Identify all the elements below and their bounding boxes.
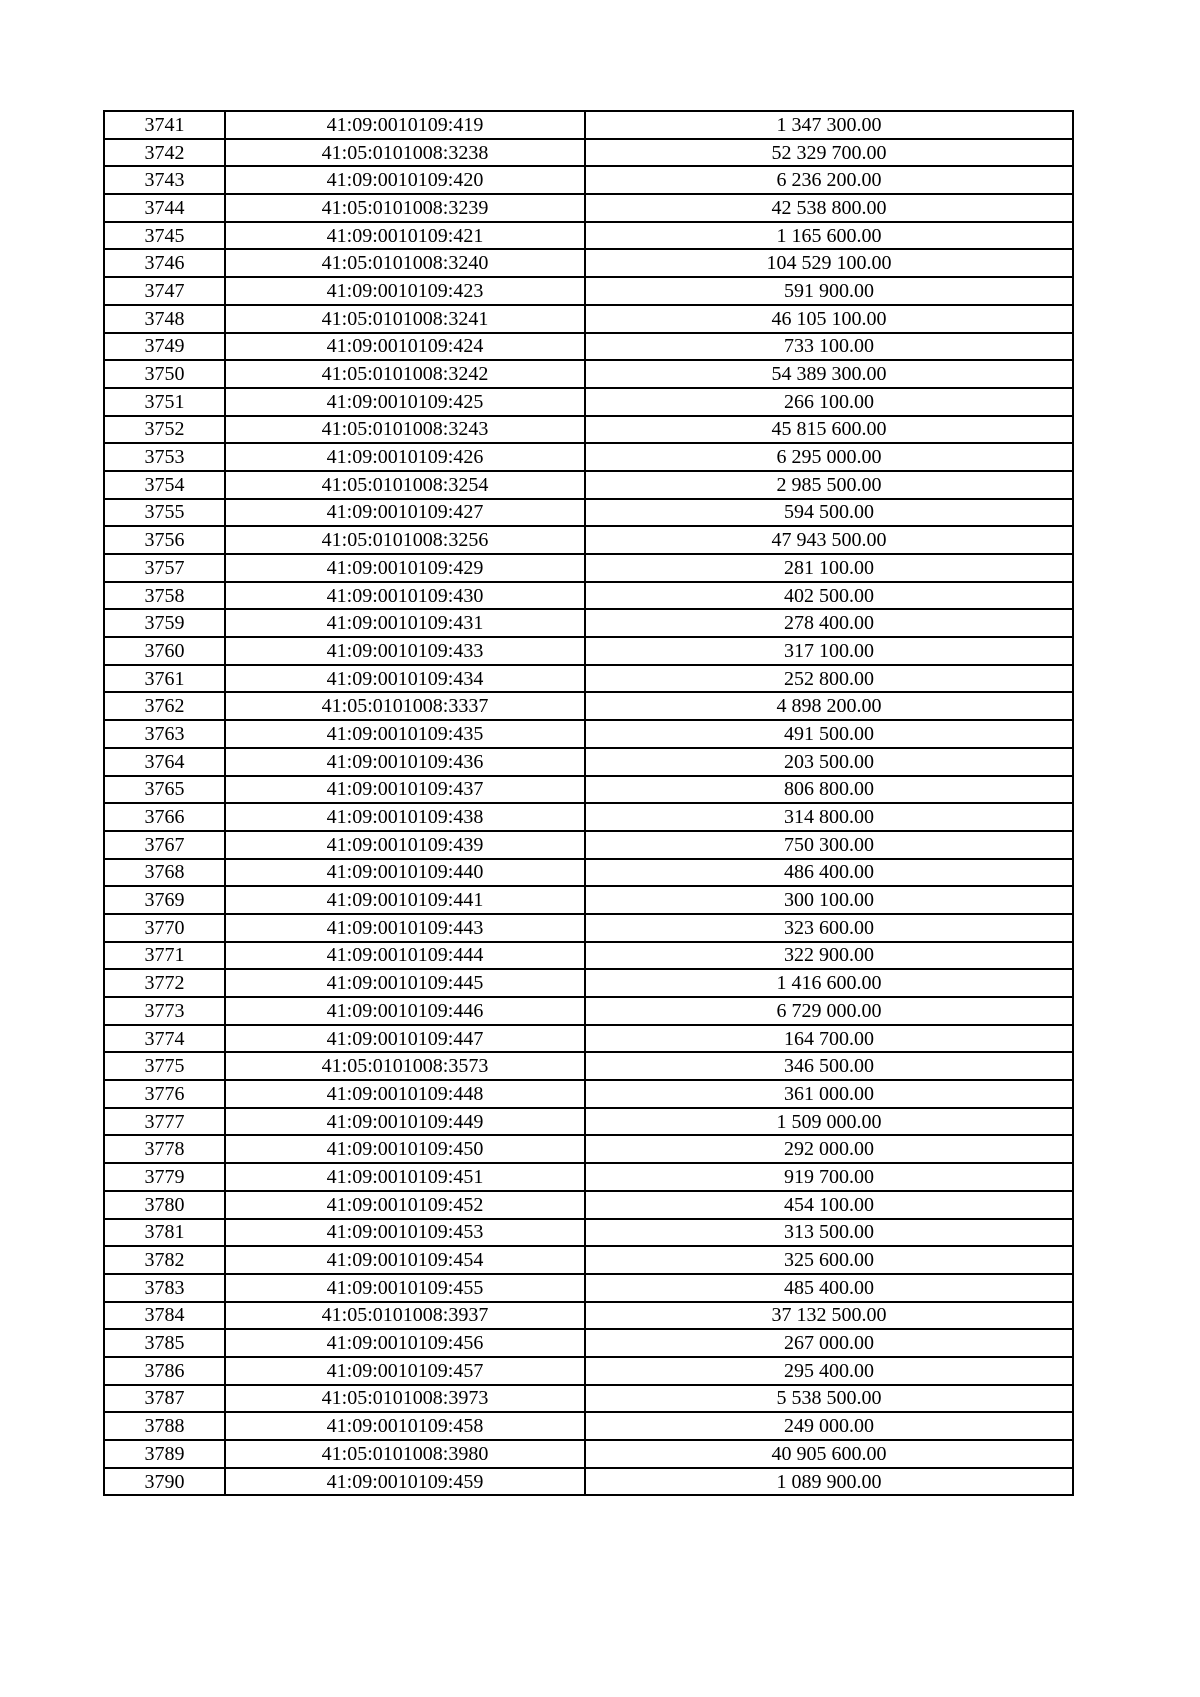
row-number-cell: 3774 [104,1025,225,1053]
cadastral-number-cell: 41:09:0010109:439 [225,831,585,859]
table-row [104,776,1073,804]
table-row [104,333,1073,361]
row-number-cell: 3763 [104,720,225,748]
cadastral-value-cell: 323 600.00 [585,914,1073,942]
table-body [104,111,1073,1495]
cadastral-number-cell: 41:09:0010109:440 [225,859,585,887]
row-number-cell: 3743 [104,166,225,194]
row-number-cell: 3747 [104,277,225,305]
cadastral-number-cell: 41:09:0010109:454 [225,1246,585,1274]
table-row [104,1191,1073,1219]
row-number-cell: 3771 [104,942,225,970]
row-number-cell: 3754 [104,471,225,499]
table-row [104,1246,1073,1274]
cadastral-number-cell: 41:05:0101008:3973 [225,1385,585,1413]
table-row [104,1163,1073,1191]
table-row [104,1468,1073,1496]
cadastral-number-cell: 41:09:0010109:445 [225,969,585,997]
cadastral-value-cell: 249 000.00 [585,1412,1073,1440]
row-number-cell: 3759 [104,609,225,637]
row-number-cell: 3750 [104,360,225,388]
cadastral-value-cell: 1 347 300.00 [585,111,1073,139]
cadastral-value-cell: 486 400.00 [585,859,1073,887]
row-number-cell: 3748 [104,305,225,333]
cadastral-number-cell: 41:05:0101008:3242 [225,360,585,388]
row-number-cell: 3775 [104,1052,225,1080]
row-number-cell: 3742 [104,139,225,167]
row-number-cell: 3745 [104,222,225,250]
row-number-cell: 3762 [104,692,225,720]
cadastral-number-cell: 41:05:0101008:3254 [225,471,585,499]
cadastral-number-cell: 41:09:0010109:443 [225,914,585,942]
cadastral-value-cell: 1 509 000.00 [585,1108,1073,1136]
table-row [104,1357,1073,1385]
cadastral-number-cell: 41:09:0010109:424 [225,333,585,361]
row-number-cell: 3761 [104,665,225,693]
row-number-cell: 3788 [104,1412,225,1440]
table-row [104,859,1073,887]
row-number-cell: 3780 [104,1191,225,1219]
table-row [104,665,1073,693]
table-row [104,1385,1073,1413]
table-row [104,748,1073,776]
cadastral-value-cell: 322 900.00 [585,942,1073,970]
cadastral-value-cell: 346 500.00 [585,1052,1073,1080]
cadastral-number-cell: 41:09:0010109:420 [225,166,585,194]
row-number-cell: 3760 [104,637,225,665]
table-row [104,554,1073,582]
row-number-cell: 3785 [104,1329,225,1357]
cadastral-value-cell: 164 700.00 [585,1025,1073,1053]
table-row [104,1274,1073,1302]
cadastral-value-cell: 325 600.00 [585,1246,1073,1274]
cadastral-number-cell: 41:09:0010109:421 [225,222,585,250]
cadastral-value-cell: 1 416 600.00 [585,969,1073,997]
cadastral-number-cell: 41:05:0101008:3240 [225,249,585,277]
cadastral-value-cell: 42 538 800.00 [585,194,1073,222]
table-row [104,1052,1073,1080]
cadastral-value-cell: 40 905 600.00 [585,1440,1073,1468]
table-row [104,249,1073,277]
table-row [104,305,1073,333]
cadastral-number-cell: 41:09:0010109:425 [225,388,585,416]
cadastral-number-cell: 41:09:0010109:427 [225,499,585,527]
cadastral-number-cell: 41:09:0010109:456 [225,1329,585,1357]
row-number-cell: 3781 [104,1219,225,1247]
row-number-cell: 3758 [104,582,225,610]
cadastral-number-cell: 41:05:0101008:3256 [225,526,585,554]
cadastral-value-cell: 37 132 500.00 [585,1302,1073,1330]
table-row [104,388,1073,416]
row-number-cell: 3752 [104,416,225,444]
table-row [104,609,1073,637]
cadastral-number-cell: 41:05:0101008:3937 [225,1302,585,1330]
table-row [104,1329,1073,1357]
cadastral-value-cell: 267 000.00 [585,1329,1073,1357]
cadastral-number-cell: 41:05:0101008:3980 [225,1440,585,1468]
cadastral-value-cell: 591 900.00 [585,277,1073,305]
table-row [104,720,1073,748]
table-row [104,1302,1073,1330]
cadastral-value-cell: 314 800.00 [585,803,1073,831]
table-row [104,942,1073,970]
cadastral-number-cell: 41:09:0010109:452 [225,1191,585,1219]
cadastral-number-cell: 41:09:0010109:444 [225,942,585,970]
table-row [104,222,1073,250]
cadastral-number-cell: 41:09:0010109:441 [225,886,585,914]
cadastral-value-cell: 1 165 600.00 [585,222,1073,250]
cadastral-number-cell: 41:09:0010109:438 [225,803,585,831]
table-row [104,582,1073,610]
cadastral-value-cell: 317 100.00 [585,637,1073,665]
cadastral-number-cell: 41:05:0101008:3238 [225,139,585,167]
cadastral-value-cell: 47 943 500.00 [585,526,1073,554]
cadastral-number-cell: 41:09:0010109:419 [225,111,585,139]
cadastral-number-cell: 41:09:0010109:433 [225,637,585,665]
table-row [104,1080,1073,1108]
cadastral-value-cell: 45 815 600.00 [585,416,1073,444]
table-row [104,997,1073,1025]
cadastral-value-table [103,110,1074,1496]
cadastral-value-cell: 46 105 100.00 [585,305,1073,333]
row-number-cell: 3770 [104,914,225,942]
cadastral-value-cell: 750 300.00 [585,831,1073,859]
table-row [104,692,1073,720]
cadastral-number-cell: 41:09:0010109:434 [225,665,585,693]
row-number-cell: 3776 [104,1080,225,1108]
table-row [104,166,1073,194]
row-number-cell: 3749 [104,333,225,361]
cadastral-number-cell: 41:09:0010109:436 [225,748,585,776]
cadastral-value-cell: 491 500.00 [585,720,1073,748]
cadastral-number-cell: 41:09:0010109:451 [225,1163,585,1191]
row-number-cell: 3744 [104,194,225,222]
row-number-cell: 3782 [104,1246,225,1274]
table-row [104,139,1073,167]
row-number-cell: 3789 [104,1440,225,1468]
cadastral-value-cell: 266 100.00 [585,388,1073,416]
row-number-cell: 3783 [104,1274,225,1302]
row-number-cell: 3772 [104,969,225,997]
row-number-cell: 3765 [104,776,225,804]
row-number-cell: 3741 [104,111,225,139]
cadastral-number-cell: 41:05:0101008:3243 [225,416,585,444]
table-row [104,360,1073,388]
table-row [104,886,1073,914]
cadastral-value-cell: 6 295 000.00 [585,443,1073,471]
cadastral-number-cell: 41:05:0101008:3573 [225,1052,585,1080]
cadastral-number-cell: 41:09:0010109:458 [225,1412,585,1440]
row-number-cell: 3777 [104,1108,225,1136]
cadastral-number-cell: 41:09:0010109:426 [225,443,585,471]
table-row [104,277,1073,305]
table-row [104,416,1073,444]
cadastral-number-cell: 41:09:0010109:447 [225,1025,585,1053]
cadastral-value-cell: 806 800.00 [585,776,1073,804]
cadastral-value-cell: 485 400.00 [585,1274,1073,1302]
row-number-cell: 3784 [104,1302,225,1330]
cadastral-number-cell: 41:09:0010109:430 [225,582,585,610]
row-number-cell: 3756 [104,526,225,554]
table-row [104,803,1073,831]
table-row [104,637,1073,665]
row-number-cell: 3787 [104,1385,225,1413]
row-number-cell: 3746 [104,249,225,277]
cadastral-value-cell: 594 500.00 [585,499,1073,527]
cadastral-value-cell: 919 700.00 [585,1163,1073,1191]
table-row [104,914,1073,942]
row-number-cell: 3773 [104,997,225,1025]
cadastral-value-cell: 313 500.00 [585,1219,1073,1247]
row-number-cell: 3751 [104,388,225,416]
row-number-cell: 3755 [104,499,225,527]
table-row [104,1219,1073,1247]
table-row [104,1135,1073,1163]
cadastral-number-cell: 41:09:0010109:435 [225,720,585,748]
row-number-cell: 3766 [104,803,225,831]
cadastral-value-cell: 281 100.00 [585,554,1073,582]
cadastral-value-cell: 54 389 300.00 [585,360,1073,388]
table-row [104,1025,1073,1053]
row-number-cell: 3790 [104,1468,225,1496]
cadastral-value-cell: 5 538 500.00 [585,1385,1073,1413]
cadastral-number-cell: 41:09:0010109:446 [225,997,585,1025]
cadastral-number-cell: 41:05:0101008:3239 [225,194,585,222]
row-number-cell: 3769 [104,886,225,914]
cadastral-number-cell: 41:09:0010109:448 [225,1080,585,1108]
row-number-cell: 3764 [104,748,225,776]
cadastral-number-cell: 41:09:0010109:450 [225,1135,585,1163]
cadastral-value-cell: 6 236 200.00 [585,166,1073,194]
row-number-cell: 3768 [104,859,225,887]
table-row [104,1440,1073,1468]
cadastral-number-cell: 41:09:0010109:429 [225,554,585,582]
cadastral-value-cell: 1 089 900.00 [585,1468,1073,1496]
cadastral-number-cell: 41:09:0010109:455 [225,1274,585,1302]
cadastral-value-cell: 733 100.00 [585,333,1073,361]
row-number-cell: 3767 [104,831,225,859]
table-row [104,1108,1073,1136]
cadastral-value-cell: 6 729 000.00 [585,997,1073,1025]
table-row [104,443,1073,471]
cadastral-number-cell: 41:09:0010109:449 [225,1108,585,1136]
cadastral-value-cell: 454 100.00 [585,1191,1073,1219]
row-number-cell: 3753 [104,443,225,471]
row-number-cell: 3757 [104,554,225,582]
table-row [104,831,1073,859]
cadastral-value-cell: 203 500.00 [585,748,1073,776]
cadastral-value-cell: 252 800.00 [585,665,1073,693]
cadastral-number-cell: 41:09:0010109:431 [225,609,585,637]
cadastral-value-cell: 402 500.00 [585,582,1073,610]
row-number-cell: 3779 [104,1163,225,1191]
cadastral-value-cell: 361 000.00 [585,1080,1073,1108]
table-row [104,499,1073,527]
table-row [104,969,1073,997]
cadastral-value-cell: 104 529 100.00 [585,249,1073,277]
cadastral-value-cell: 2 985 500.00 [585,471,1073,499]
cadastral-number-cell: 41:05:0101008:3337 [225,692,585,720]
cadastral-value-cell: 4 898 200.00 [585,692,1073,720]
table-row [104,194,1073,222]
cadastral-number-cell: 41:09:0010109:453 [225,1219,585,1247]
table-row [104,1412,1073,1440]
row-number-cell: 3786 [104,1357,225,1385]
cadastral-value-cell: 278 400.00 [585,609,1073,637]
cadastral-value-cell: 300 100.00 [585,886,1073,914]
cadastral-value-cell: 292 000.00 [585,1135,1073,1163]
cadastral-number-cell: 41:09:0010109:457 [225,1357,585,1385]
cadastral-number-cell: 41:09:0010109:459 [225,1468,585,1496]
row-number-cell: 3778 [104,1135,225,1163]
cadastral-number-cell: 41:05:0101008:3241 [225,305,585,333]
table-row [104,111,1073,139]
cadastral-value-cell: 52 329 700.00 [585,139,1073,167]
table-row [104,526,1073,554]
table-row [104,471,1073,499]
cadastral-number-cell: 41:09:0010109:437 [225,776,585,804]
cadastral-value-cell: 295 400.00 [585,1357,1073,1385]
cadastral-number-cell: 41:09:0010109:423 [225,277,585,305]
